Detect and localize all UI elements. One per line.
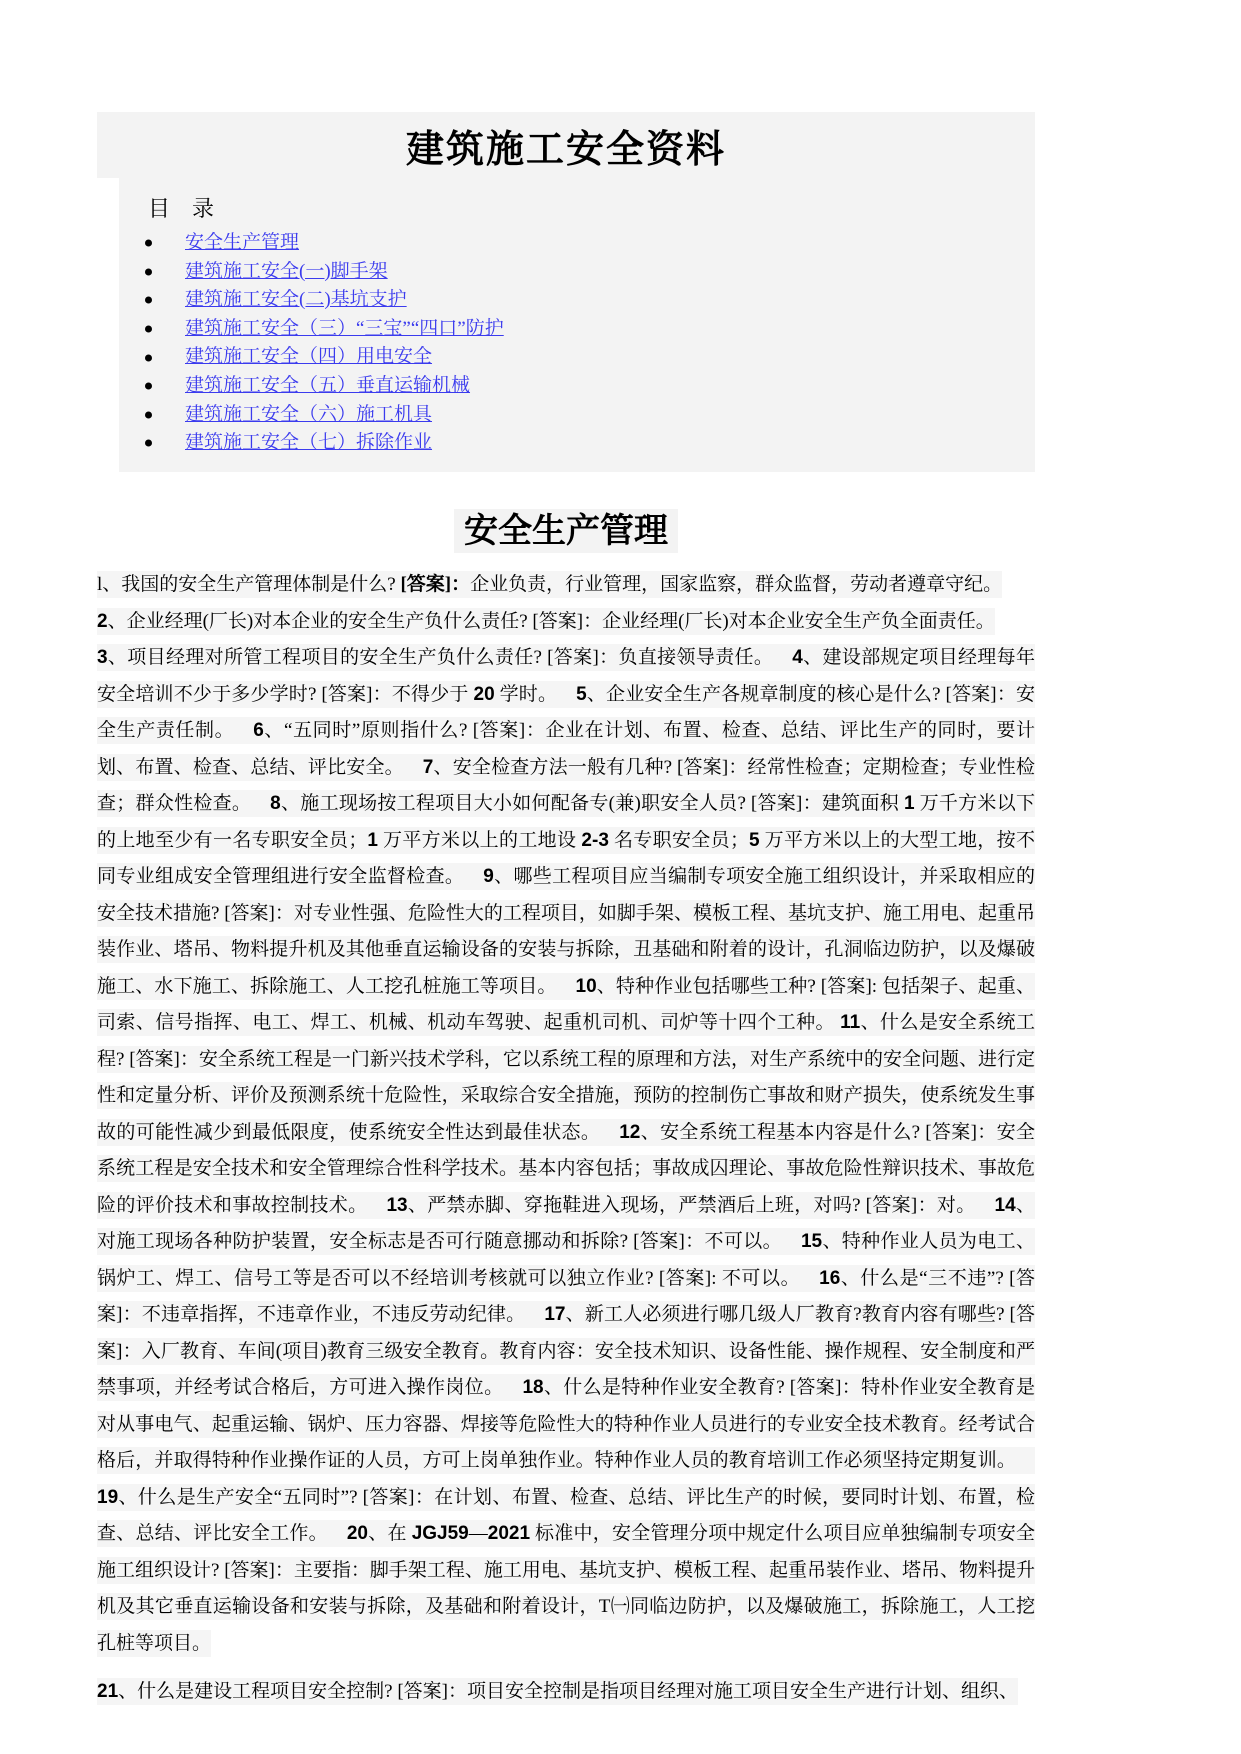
toc-link-scaffolding[interactable]: 建筑施工安全(一)脚手架 [185,260,388,282]
paragraph [97,604,1035,641]
toc-item [119,372,1035,401]
toc-heading: 目 录 [148,196,215,221]
toc-link-demolition-work[interactable]: 建筑施工安全（七）拆除作业 [185,432,433,454]
toc-link-construction-tools[interactable]: 建筑施工安全（六）施工机具 [185,403,433,425]
toc-list [119,229,1035,458]
paragraph-highlight: l、我国的安全生产管理体制是什么? [答案]：企业负责，行业管理，国家监察，群众监督，劳动者遵章守纪。 [97,571,1002,598]
section-heading-text: 安全生产管理 [454,509,678,553]
toc-link-pit-support[interactable]: 建筑施工安全(二)基坑支护 [185,289,407,311]
paragraph-highlight: 3、项目经理对所管工程项目的安全生产负什么责任? [答案]：负直接领导责任。 4、建设部规定项目经理每年安全培训不少于多少学时? [答案]：不得少于 20 学时。 5、企业安全生产各规章制度的核心是什么? [答案]：安全生产责任制。 6、“五同时”原则指什么? [答案]：企业在计划、布置、检查、总结、评比生产的同时，要计划、布置、检查、总结、评比安全。 7、安全检查方法一般有几种? [答案]：经常性检查；定期检查；专业性检查；群众性检查。 8、施工现场按工程项目大小如何配备专(兼)职安全人员? [答案]：建筑面积 1 万千方米以下的上地至少有一名专职安全员；1 万平方米以上的工地设 2-3 名专职安全员；5 万平方米以上的大型工地，按不同专业组成安全管理组进行安全监督检查。 9、哪些工程项目应当编制专项安全施工组织设计，并采取相应的安全技术措施? [答案]：对专业性强、危险性大的工程项目，如脚手架、模板工程、基坑支护、施工用电、起重吊装作业、塔吊、物料提升机及其他垂直运输设备的安装与拆除，丑基础和附着的设计，孔洞临边防护，以及爆破施工、水下施工、拆除施工、人工挖孔桩施工等项目。 10、特种作业包括哪些工种? [答案]: 包括架子、起重、司索、信号指挥、电工、焊工、机械、机动车驾驶、起重机司机、司炉等十四个工种。 11、什么是安全系统工程? [答案]：安全系统工程是一门新兴技术学科，它以系统工程的原理和方法，对生产系统中的安全问题、进行定性和定量分析、评价及预测系统十危险性，采取综合安全措施，预防的控制伤亡事故和财产损失，使系统发生事故的可能性减少到最低限度，使系统安全性达到最佳状态。 12、安全系统工程基本内容是什么? [答案]：安全系统工程是安全技术和安全管理综合性科学技术。基本内容包括；事故成囚理论、事故危险性辩识技术、事故危险的评价技术和事故控制技术。 13、严禁赤脚、穿拖鞋进入现场，严禁酒后上班，对吗? [答案]：对。 14、对施工现场各种防护装置，安全标志是否可行随意挪动和拆除? [答案]：不可以。 15、特种作业人员为电工、锅炉工、焊工、信号工等是否可以不经培训考核就可以独立作业? [答案]: 不可以。 16、什么是“三不违”? [答案]：不违章指挥，不违章作业，不违反劳动纪律。 17、新工人必须进行哪几级人厂教育?教育内容有哪些? [答案]：入厂教育、车间(项目)教育三级安全教育。教育内容：安全技术知识、设备性能、操作规程、安全制度和严禁事项，并经考试合格后，方可进入操作岗位。 18、什么是特种作业安全教育? [答案]：特朴作业安全教育是对从事电气、起重运输、锅炉、压力容器、焊接等危险性大的特种作业人员进行的专业安全技术教育。经考试合格后，并取得特种作业操作证的人员，方可上岗单独作业。特种作业人员的教育培训工作必须坚持定期复训。 19、什么是生产安全“五同时”? [答案]：在计划、布置、检查、总结、评比生产的时候，要同时计划、布置，检查、总结、评比安全工作。 20、在 JGJ59—2021 标准中，安全管理分项中规定什么项目应单独编制专项安全施工组织设计? [答案]：主要指：脚手架工程、施工用电、基坑支护、模板工程、起重吊装作业、塔吊、物料提升机及其它垂直运输设备和安装与拆除，及基础和附着设计，T㈠同临边防护，以及爆破施工，拆除施工，人工挖孔桩等项目。 [97,644,1035,1657]
toc-item [119,401,1035,430]
toc-link-electrical-safety[interactable]: 建筑施工安全（四）用电安全 [185,346,433,368]
paragraph-highlight: 21、什么是建设工程项目安全控制? [答案]：项目安全控制是指项目经理对施工项目安全生产进行计划、组织、 [97,1678,1018,1705]
body-text [97,567,1035,1711]
document-title-band [97,112,1035,178]
paragraph [97,640,1035,1662]
toc-item [119,286,1035,315]
toc-link-three-treasures-four-openings[interactable]: 建筑施工安全（三）“三宝”“四口”防护 [185,317,504,339]
toc-item [119,315,1035,344]
toc-item [119,229,1035,258]
toc [119,178,1035,472]
document-title: 建筑施工安全资料 [405,128,726,171]
toc-link-safety-production-management[interactable]: 安全生产管理 [185,232,300,253]
toc-item [119,343,1035,372]
paragraph [97,1674,1035,1711]
paragraph [97,567,1035,604]
paragraph-highlight: 2、企业经理(厂长)对本企业的安全生产负什么责任? [答案]：企业经理(厂长)对本企业安全生产负全面责任。 [97,608,995,635]
section-heading [97,503,1035,552]
toc-item [119,429,1035,458]
toc-item [119,258,1035,287]
toc-link-vertical-transport-machinery[interactable]: 建筑施工安全（五）垂直运输机械 [185,374,471,396]
